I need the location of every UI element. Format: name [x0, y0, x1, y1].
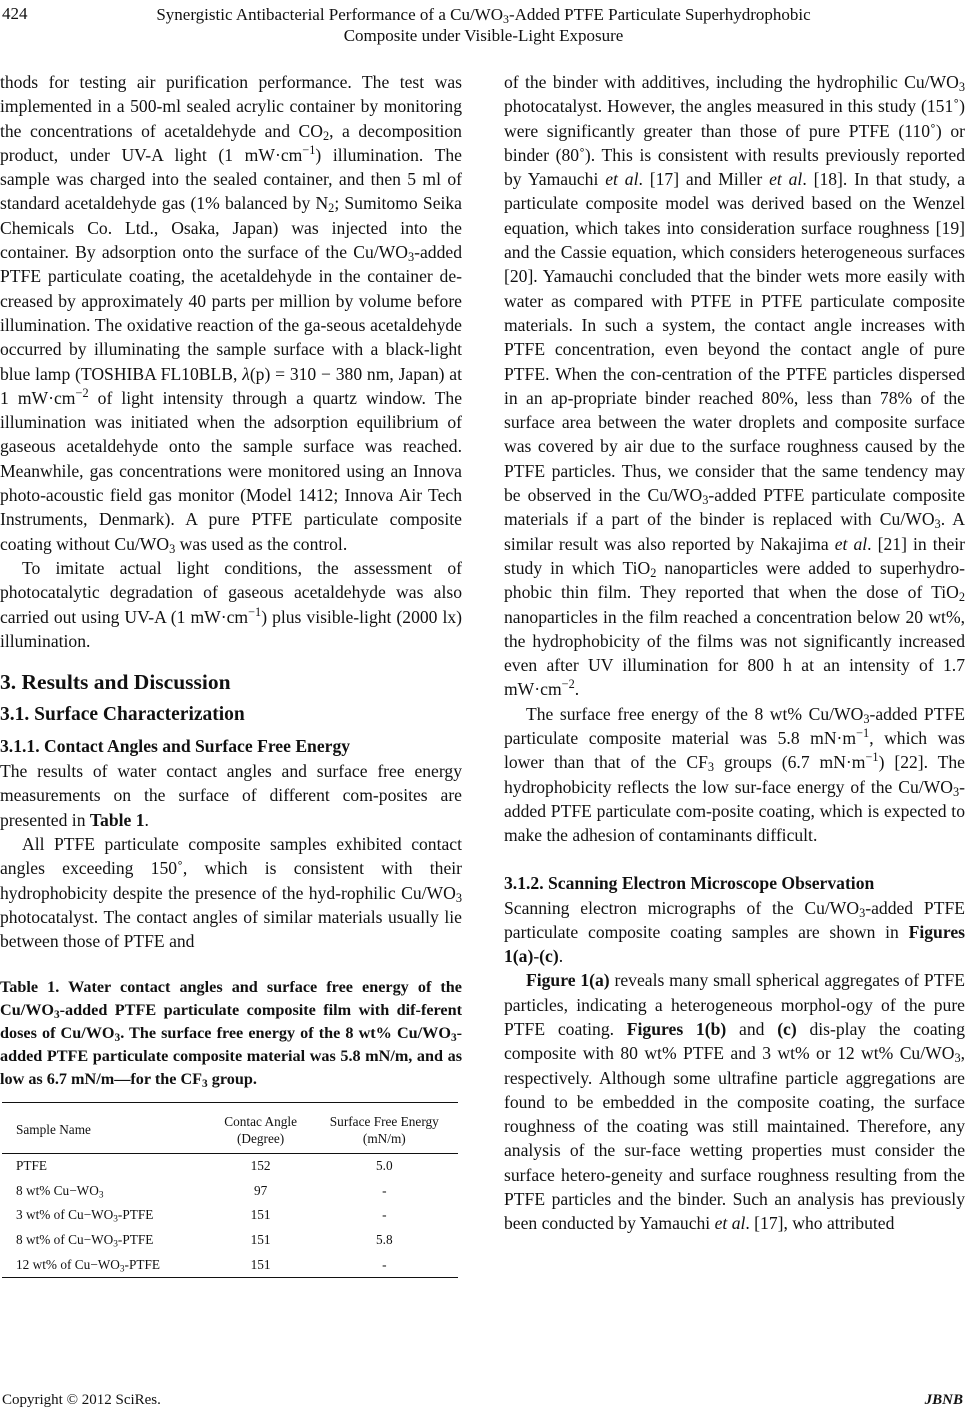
cell-surface-free-energy: 5.0 — [376, 1157, 393, 1173]
table-row — [2, 1178, 458, 1203]
subscript: 3 — [113, 1214, 118, 1225]
paragraph: The results of water contact angles and surface free energy measurements on the surface of different com-posites are presented in Table 1. — [0, 761, 462, 830]
page-footer — [0, 1392, 967, 1414]
cell-surface-free-energy: - — [382, 1182, 387, 1198]
running-title-line-2: Composite under Visible-Light Exposure — [343, 26, 624, 45]
cell-contact-angle: 151 — [250, 1256, 271, 1272]
italic-text: et al — [769, 169, 803, 190]
subscript: 2 — [650, 566, 657, 581]
cell-sample-name: 8 wt% of $Cu-WO_3$-PTFE — [16, 1232, 154, 1250]
paragraph: of the binder with additives, including the hydrophilic $Cu/WO_3$ photocatalyst. However, the angles measured in this study (151˚) were significantly greater than those of pure PTFE (110˚) or binder (80˚). This is consistent with results previously reported by Yamauchi et al. [17] and Miller et al. [18]. In that study, a particulate composite model was derived based on the Wenzel equation, which takes into consideration surface roughness [19] and the Cassie equation, which considers heterogeneous surfaces [20]. Yamauchi concluded that the binder wets more easily with water as compared with PTFE in PTFE particulate composite materials. In such a system, the contact angle increases with PTFE concentration, even beyond the contact angle of pure PTFE. When the con-centration of the PTFE particles dispersed in an ap-propriate binder reached 80%, less than 78% of the surface area between the water droplets and composite surface was covered by air due to the surface roughness caused by the PTFE particles. Thus, we consider that the same tendency may be observed in the $Cu/WO_3$-added PTFE particulate composite materials if a part of the binder is replaced with $Cu/WO_3$. A similar result was also reported by Nakajima et al. [21] in their study in which TiO$_2$ nanoparticles were added to superhydro-phobic thin film. They reported that when the dose of TiO$_2$ nanoparticles in the film reached a concentration below 20 wt%, the hydrophobicity of the films was not significantly increased even after UV illumination for 800 h at an intensity of 1.7 $mW\cdot cm^{-2}$. — [504, 72, 966, 700]
subscript: 3 — [954, 1051, 961, 1066]
right-column — [504, 70, 965, 1236]
left-column — [0, 70, 462, 1278]
copyright-notice: Copyright © 2012 SciRes. — [2, 1392, 161, 1408]
page-header — [0, 0, 967, 60]
paragraph: To imitate actual light conditions, the assessment of photocatalytic degradation of gaseous acetaldehyde was also carried out using UV-A (1 $mW\cdot cm^{-1}$) plus visible-light (2000 lx) illumination. — [0, 557, 463, 651]
subscript: 3 — [863, 711, 870, 726]
subscript: 3 — [707, 760, 715, 775]
column-header-contact-angle: Contac Angle (Degree) — [224, 1113, 297, 1146]
running-title — [0, 4, 967, 46]
subsubsection-heading-sem: 3.1.2. Scanning Electron Microscope Observation — [504, 872, 875, 893]
subscript: 2 — [322, 128, 330, 143]
column-header-sample-name: Sample Name — [16, 1122, 91, 1137]
subscript: 3 — [450, 1031, 457, 1044]
cell-contact-angle: 97 — [253, 1182, 268, 1198]
bold-text: Figure 1(a) — [526, 970, 610, 991]
bold-text: Table 1 — [89, 809, 145, 830]
cell-contact-angle: 151 — [250, 1207, 271, 1223]
subscript: 3 — [119, 1264, 125, 1275]
cell-contact-angle: 151 — [250, 1232, 271, 1248]
paragraph: Scanning electron micrographs of the $Cu/WO_3$-added PTFE particulate composite coating samples are shown in Figures 1(a)-(c). — [504, 897, 965, 967]
table-row — [2, 1228, 458, 1253]
cell-sample-name: PTFE — [16, 1157, 48, 1173]
subscript: 3 — [859, 905, 866, 920]
paragraph: All PTFE particulate composite samples exhibited contact angles exceeding 150˚, which is consistent with their hydrophobicity despite the presence of the hyd-rophilic $Cu/WO_3$ photocatalyst. The contact angles of similar materials usually lie between those of PTFE and — [0, 834, 462, 952]
subscript: 3 — [114, 1031, 121, 1044]
paragraph: Figure 1(a) reveals many small spherical aggregates of PTFE particles, indicating a heterogeneous morphol-ogy of the pure PTFE coating. Figures 1(b) and (c) dis-play the coating composite with 80 wt% PTFE and 3 wt% or 12 wt% $Cu/WO_3$, respectively. Although some ultrafine particle aggregations are found to be embedded in the composite coating, the surface roughness of the coating was still maintained. Therefore, any analysis of the sur-face wetting properties must consider the surface hetero-geneity and surface roughness resulting from the PTFE particles and the binder. Such an analysis has previously been conducted by Yamauchi et al. [17], who attributed — [504, 970, 965, 1234]
superscript: −2 — [561, 677, 575, 692]
paragraph: The surface free energy of the 8 wt% $Cu/WO_3$-added PTFE particulate composite material was 5.8 $mN\cdot m^{-1}$, which was lower than that of the $CF_3$ groups (6.7 $mN\cdot m^{-1}$) [22]. The hydrophobicity reflects the low sur-face energy of the $Cu/WO_3$-added PTFE particulate com-posite coating, which is expected to make the adhesion of contaminants difficult. — [504, 703, 965, 846]
table-row — [2, 1153, 458, 1178]
cell-sample-name: 12 wt% of $Cu-WO_3$-PTFE — [16, 1256, 161, 1275]
bold-text: (c) — [539, 946, 559, 967]
superscript: −1 — [856, 726, 870, 741]
cell-contact-angle: 152 — [250, 1157, 271, 1173]
bold-text: Figures 1(b) — [626, 1018, 727, 1039]
page-number: 424 — [2, 4, 28, 23]
cell-surface-free-energy: - — [382, 1256, 387, 1272]
cell-surface-free-energy: 5.8 — [376, 1232, 393, 1248]
cell-sample-name: 8 wt% $Cu-WO_3$ — [16, 1182, 104, 1200]
cell-sample-name: 3 wt% of $Cu-WO_3$-PTFE — [16, 1207, 154, 1225]
italic-text: et al — [605, 169, 639, 190]
subscript: 3 — [169, 541, 176, 556]
subscript: 3 — [202, 1077, 208, 1090]
superscript: −1 — [302, 143, 316, 158]
subscript: 3 — [53, 1008, 60, 1021]
right-paragraphs-after — [504, 896, 965, 1236]
superscript: −1 — [248, 604, 262, 619]
running-title-line-1: Synergistic Antibacterial Performance of a $Cu/WO_3$-Added PTFE Particulate Superhydrophobic — [156, 5, 811, 26]
subscript: 3 — [952, 784, 960, 799]
subscript: 2 — [328, 201, 335, 216]
bold-text: Figures 1(a) — [504, 921, 965, 967]
left-paragraphs-before — [0, 70, 462, 653]
subscript: 3 — [934, 517, 941, 532]
subsubsection-heading-contact-angles: 3.1.1. Contact Angles and Surface Free Energy — [0, 736, 351, 757]
table-caption: Table 1. Water contact angles and surface free energy of the $Cu/WO_3$-added PTFE particulate composite film with dif-ferent doses of $Cu/WO_3$. The surface free energy of the 8 wt% $Cu/WO_3$-added PTFE particulate composite material was 5.8 mN/m, and as low as 6.7 mN/m—for the $CF_3$ group. — [0, 977, 462, 1090]
subscript: 3 — [503, 11, 509, 26]
right-paragraphs-before — [504, 70, 965, 848]
subscript: 3 — [455, 890, 462, 905]
superscript: −2 — [75, 386, 89, 401]
subscript: 3 — [113, 1239, 118, 1250]
subscript: 3 — [702, 493, 709, 508]
italic-text: et al — [714, 1213, 746, 1234]
cell-surface-free-energy: - — [382, 1207, 387, 1223]
table-row — [2, 1203, 458, 1228]
subscript: 2 — [958, 590, 965, 605]
italic-text: λ — [242, 363, 250, 384]
table-row — [2, 1253, 458, 1278]
journal-abbreviation: JBNB — [924, 1392, 963, 1408]
table-header-row — [2, 1102, 458, 1153]
bold-text: (c) — [777, 1018, 797, 1039]
superscript: −1 — [865, 750, 879, 765]
subsection-heading: 3.1. Surface Characterization — [0, 704, 245, 726]
column-header-surface-free-energy: Surface Free Energy (mN/m) — [329, 1113, 439, 1146]
subscript: 3 — [407, 250, 415, 265]
subscript: 3 — [98, 1189, 104, 1200]
paragraph: thods for testing air purification performance. The test was implemented in a 500-ml sealed acrylic container by monitoring the concentrations of acetaldehyde and $CO_2$, a decomposition product, under UV-A light (1 $mW\cdot cm^{-1}$) illumination. The sample was charged into the sealed container, and then 5 ml of standard acetaldehyde gas (1% balanced by $N_2$; Sumitomo Seika Chemicals Co. Ltd., Osaka, Japan) was injected into the container. By adsorption onto the surface of the $Cu/WO_3$-added PTFE particulate coating, the acetaldehyde in the container de-creased by approximately 40 parts per million by volume before illumination. The oxidative reaction of the ga-seous acetaldehyde occurred by illuminating the sample surface with a black-light blue lamp (TOSHIBA FL10BLB, λ(p) = 310 − 380 nm, Japan) at 1 $mW\cdot cm^{-2}$ of light intensity through a quartz window. The illumination was initiated when the adsorption equilibrium of gaseous acetaldehyde onto the sample surface was reached. Meanwhile, gas concentrations were monitored using an Innova photo-acoustic field gas monitor (Model 1412; Innova Air Tech Instruments, Denmark). A pure PTFE particulate composite coating without $Cu/WO_3$ was used as the control. — [0, 72, 462, 556]
section-heading: 3. Results and Discussion — [0, 670, 231, 695]
subscript: 3 — [958, 80, 965, 95]
left-paragraphs-after — [0, 759, 462, 953]
italic-text: et al — [834, 533, 868, 554]
data-table — [2, 1102, 458, 1279]
table-body — [2, 1153, 458, 1278]
